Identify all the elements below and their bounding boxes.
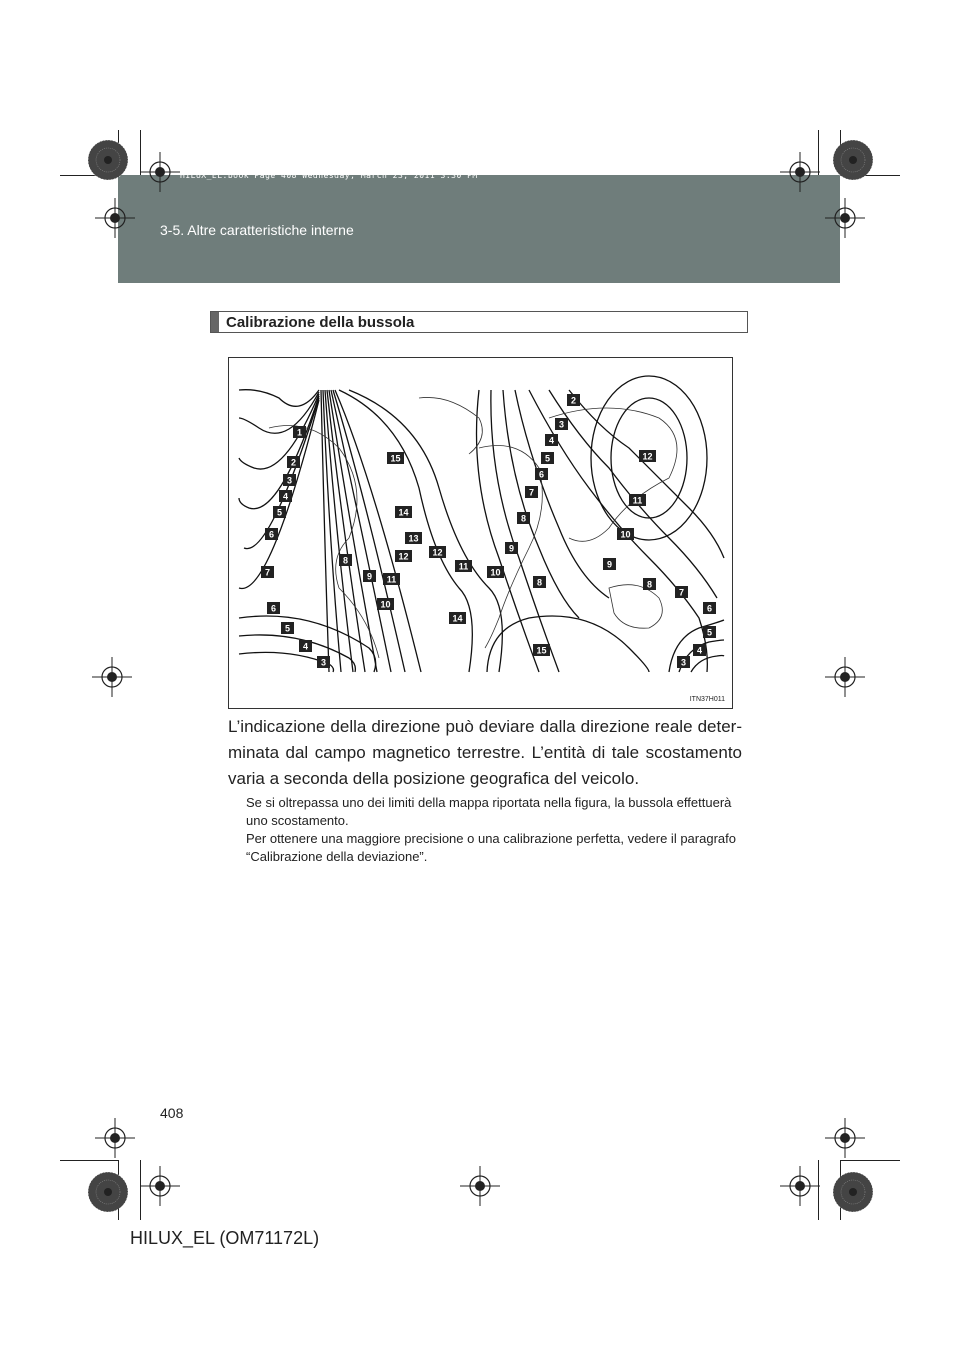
svg-text:12: 12 [398,551,409,562]
zone-label-box [293,426,306,438]
figure-id: ITN37H011 [689,696,725,703]
svg-text:3: 3 [558,419,565,430]
svg-text:11: 11 [386,574,397,585]
section-heading [210,311,748,333]
svg-text:12: 12 [642,451,653,462]
note-block [246,794,742,866]
svg-text:3: 3 [680,657,687,668]
note-line-1: Se si oltrepassa uno dei limiti della mappa riportata nella figura, la bussola effettuerà uno scostamento. [246,795,732,828]
svg-text:13: 13 [408,533,419,544]
section-heading-text: Calibrazione della bussola [226,314,415,331]
svg-text:5: 5 [284,623,291,634]
svg-text:6: 6 [270,603,277,614]
svg-text:9: 9 [508,543,515,554]
svg-text:10: 10 [380,599,391,610]
svg-text:11: 11 [632,495,643,506]
body-paragraph: L’indicazione della direzione può deviare dalla direzione reale deter-minata dal campo magnetico terrestre. L’entità di tale scostamento varia a seconda della posizione geografica del veicolo. [228,717,742,788]
svg-text:5: 5 [706,627,713,638]
svg-text:8: 8 [342,555,349,566]
svg-text:4: 4 [302,641,309,652]
svg-text:5: 5 [544,453,551,464]
svg-text:8: 8 [536,577,543,588]
svg-text:9: 9 [606,559,613,570]
svg-text:8: 8 [646,579,653,590]
heading-accent-bar [211,312,219,332]
svg-text:15: 15 [390,453,401,464]
svg-text:9: 9 [366,571,373,582]
svg-text:14: 14 [398,507,409,518]
svg-text:7: 7 [678,587,685,598]
note-line-2: Per ottenere una maggiore precisione o una calibrazione perfetta, vedere il paragrafo “Calibrazione della deviazione”. [246,831,736,864]
svg-text:2: 2 [570,395,577,406]
svg-text:3: 3 [320,657,327,668]
document-code: HILUX_EL (OM71172L) [130,1228,320,1248]
svg-text:6: 6 [268,529,275,540]
svg-text:2: 2 [290,457,297,468]
svg-text:1: 1 [296,427,303,438]
svg-text:6: 6 [538,469,545,480]
svg-text:10: 10 [490,567,501,578]
svg-text:3: 3 [286,475,293,486]
book-info-strip: HILUX_EL.book Page 408 Wednesday, March 23, 2011 3:30 PM [180,171,478,180]
world-magnetic-zone-map [229,358,734,710]
svg-text:7: 7 [264,567,271,578]
page-number: 408 [160,1105,184,1121]
isogonic-lines [239,376,724,672]
svg-text:14: 14 [452,613,463,624]
compass-zone-map [228,357,733,709]
svg-text:8: 8 [520,513,527,524]
svg-text:4: 4 [548,435,555,446]
svg-text:11: 11 [458,561,469,572]
svg-text:10: 10 [620,529,631,540]
svg-text:5: 5 [276,507,283,518]
svg-text:4: 4 [282,491,289,502]
svg-text:4: 4 [696,645,703,656]
svg-text:7: 7 [528,487,535,498]
section-breadcrumb: 3-5. Altre caratteristiche interne [160,222,354,238]
svg-text:12: 12 [432,547,443,558]
svg-text:15: 15 [536,645,547,656]
svg-text:6: 6 [706,603,713,614]
